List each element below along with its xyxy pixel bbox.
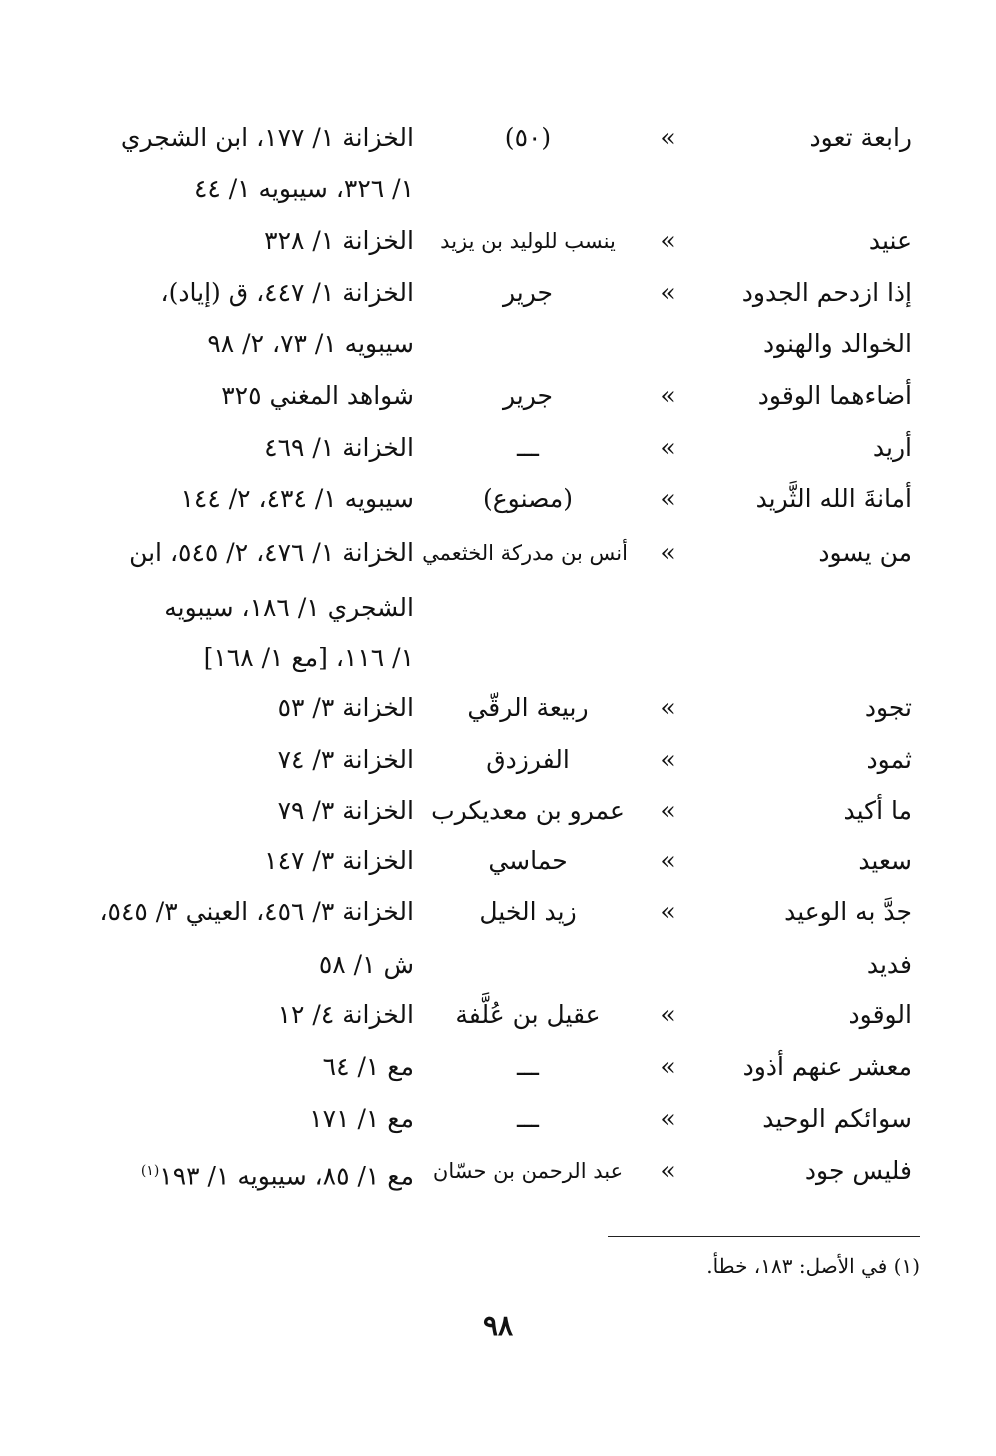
table-row (0, 474, 996, 524)
footnote-marker: (١) (140, 1163, 160, 1179)
poet-name (428, 164, 628, 214)
table-row (0, 268, 996, 318)
poet-name (428, 319, 628, 369)
poet-name (428, 633, 628, 683)
source-reference: الخزانة ١/ ٤٧٦، ٢/ ٥٤٥، ابن (129, 538, 414, 567)
poet-name: زيد الخيل (479, 897, 577, 926)
table-row (0, 371, 996, 421)
ditto-mark: » (660, 693, 676, 722)
poet-name: عمرو بن معديكرب (431, 796, 625, 825)
poet-name: ربيعة الرقّي (467, 693, 589, 722)
ditto-mark: » (660, 123, 676, 152)
table-row (0, 633, 996, 683)
source-reference: الخزانة ٣/ ٥٣ (277, 693, 414, 722)
table-row (0, 1146, 996, 1196)
ditto-mark (648, 940, 688, 990)
source-reference: الخزانة ١/ ٣٢٨ (264, 226, 414, 255)
source-reference: ش ١/ ٥٨ (318, 950, 414, 979)
ditto-mark: » (660, 897, 676, 926)
source-reference: الخزانة ١/ ٤٤٧، ق (إياد)، (160, 278, 414, 307)
ditto-mark: » (660, 1000, 676, 1029)
source-reference: الشجري ١/ ١٨٦، سيبويه (164, 593, 414, 622)
source-reference: الخزانة ٣/ ٧٩ (277, 796, 414, 825)
verse-ending: فديد (866, 950, 912, 979)
verse-ending: جدَّ به الوعيد (784, 897, 912, 926)
source-reference: مع ١/ ١٧١ (309, 1104, 414, 1133)
poet-name: (مصنوع) (483, 484, 573, 513)
verse-ending (682, 583, 912, 633)
ditto-mark: » (660, 846, 676, 875)
ditto-mark (648, 319, 688, 369)
poet-name: ـــ (517, 433, 539, 462)
ditto-mark (648, 583, 688, 633)
verse-ending: سعيد (858, 846, 912, 875)
verse-ending: معشر عنهم أذود (742, 1052, 912, 1081)
source-text: مع ١/ ٨٥، سيبويه ١/ ١٩٣ (159, 1161, 414, 1191)
poet-name: عقيل بن عُلَّفة (455, 1000, 601, 1029)
verse-ending: أمانةَ الله الثَّريد (755, 484, 912, 513)
ditto-mark: » (660, 433, 676, 462)
source-reference: ١/ ٣٢٦، سيبويه ١/ ٤٤ (193, 174, 414, 203)
verse-ending: أضاءهما الوقود (757, 381, 912, 410)
source-reference: الخزانة ٣/ ٤٥٦، العيني ٣/ ٥٤٥، (99, 897, 414, 926)
table-row (0, 319, 996, 369)
verse-ending: الخوالد والهنود (763, 329, 912, 358)
verse-ending: إذا ازدحم الجدود (741, 278, 912, 307)
poet-name: عبد الرحمن بن حسّان (432, 1159, 624, 1183)
verse-ending: تجود (864, 693, 912, 722)
poet-name: أنس بن مدركة الخثعمي (422, 541, 628, 565)
table-row (0, 786, 996, 836)
source-reference: الخزانة ٣/ ٧٤ (277, 745, 414, 774)
poet-name: (٥٠) (504, 123, 552, 152)
ditto-mark: » (660, 1104, 676, 1133)
verse-ending: الوقود (848, 1000, 912, 1029)
verse-ending: فليس جود (804, 1156, 912, 1185)
verse-ending: عنيد (868, 226, 912, 255)
poet-name: جرير (503, 278, 553, 307)
ditto-mark: » (660, 745, 676, 774)
ditto-mark: » (660, 796, 676, 825)
ditto-mark: » (660, 1052, 676, 1081)
table-row (0, 423, 996, 473)
poet-name: حماسي (488, 846, 568, 875)
verse-ending: رابعة تعود (809, 123, 912, 152)
verse-ending (682, 633, 912, 683)
source-reference: سيبويه ١/ ٧٣، ٢/ ٩٨ (207, 329, 414, 358)
source-reference: سيبويه ١/ ٤٣٤، ٢/ ١٤٤ (180, 484, 414, 513)
poet-name: ينسب للوليد بن يزيد (440, 229, 616, 253)
poet-name (428, 583, 628, 633)
table-row (0, 528, 996, 578)
ditto-mark: » (660, 1156, 676, 1185)
source-reference: مع ١/ ٦٤ (322, 1052, 414, 1081)
poet-name: ـــ (517, 1104, 539, 1133)
verse-ending (682, 164, 912, 214)
ditto-mark (648, 633, 688, 683)
table-row (0, 683, 996, 733)
source-reference: الخزانة ١/ ٤٦٩ (264, 433, 414, 462)
source-reference: الخزانة ٣/ ١٤٧ (264, 846, 414, 875)
source-reference (69, 1146, 414, 1196)
source-reference: الخزانة ١/ ١٧٧، ابن الشجري (120, 123, 414, 152)
table-row (0, 1042, 996, 1092)
ditto-mark: » (660, 538, 676, 567)
poet-name: ـــ (517, 1052, 539, 1081)
table-row (0, 583, 996, 633)
source-reference: الخزانة ٤/ ١٢ (277, 1000, 414, 1029)
verse-ending: سوائكم الوحيد (762, 1104, 912, 1133)
table-row (0, 940, 996, 990)
poet-name (428, 940, 628, 990)
ditto-mark: » (660, 278, 676, 307)
verse-ending: من يسود (818, 538, 912, 567)
poet-name: الفرزدق (486, 745, 570, 774)
table-row (0, 164, 996, 214)
footnote-divider (608, 1236, 920, 1237)
source-reference: شواهد المغني ٣٢٥ (221, 381, 414, 410)
table-row (0, 990, 996, 1040)
table-row (0, 113, 996, 163)
verse-ending: أريد (872, 433, 912, 462)
table-row (0, 216, 996, 266)
ditto-mark: » (660, 381, 676, 410)
ditto-mark (648, 164, 688, 214)
footnote: (١) في الأصل: ١٨٣، خطأ. (706, 1254, 920, 1278)
verse-ending: ثمود (866, 745, 912, 774)
table-row (0, 836, 996, 886)
source-reference: ١/ ١١٦، [مع ١/ ١٦٨] (203, 643, 414, 672)
ditto-mark: » (660, 484, 676, 513)
table-row (0, 1094, 996, 1144)
verse-ending: ما أكيد (843, 796, 912, 825)
poet-name: جرير (503, 381, 553, 410)
page-number: ٩٨ (482, 1309, 514, 1342)
table-row (0, 735, 996, 785)
ditto-mark: » (660, 226, 676, 255)
table-row (0, 887, 996, 937)
